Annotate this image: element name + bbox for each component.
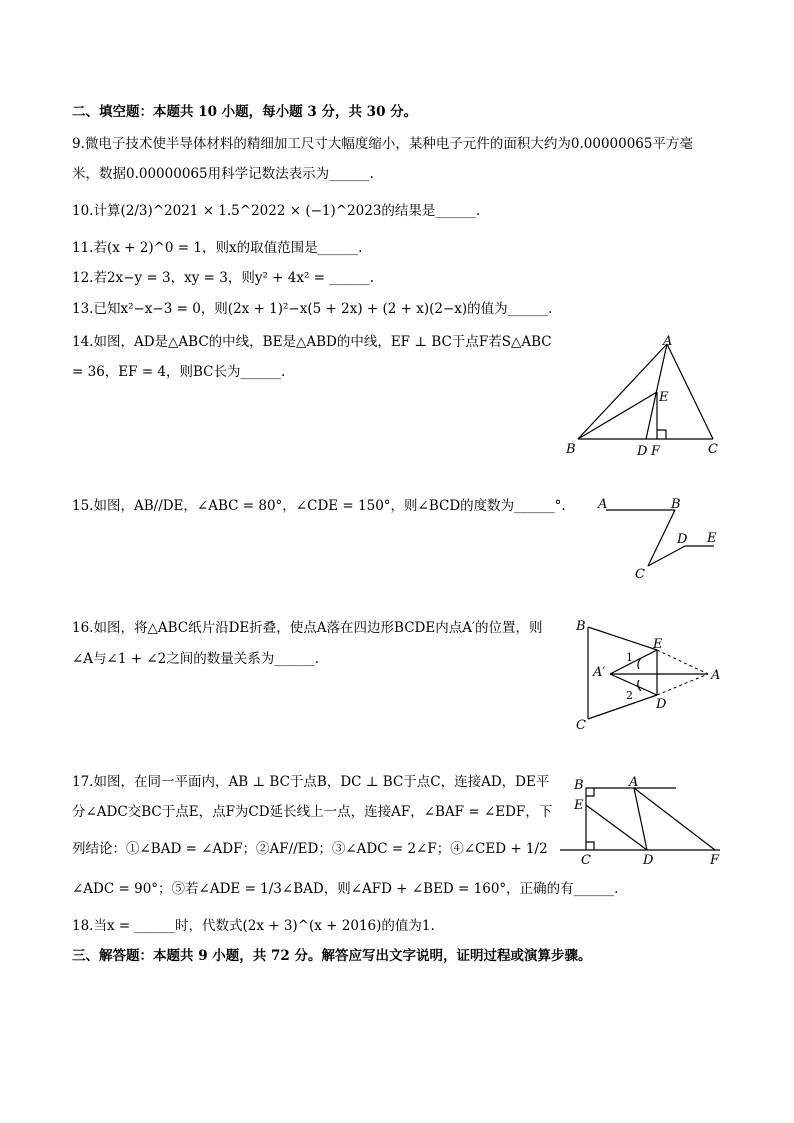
- fig16-angle-2: 2: [626, 689, 633, 702]
- question-17-line-4: ∠ADC = 90°；⑤若∠ADE = 1/3∠BAD，则∠AFD + ∠BED = 160°，正确的有______.: [72, 881, 619, 897]
- figure-16-folded-triangle: [570, 612, 730, 734]
- fig15-label-e: E: [707, 531, 717, 546]
- question-17-line-3: 列结论：①∠BAD = ∠ADF；②AF//ED；③∠ADC = 2∠F；④∠CED + 1/2: [72, 841, 548, 857]
- question-12: 12.若2x−y = 3，xy = 3，则y² + 4x² = ______.: [72, 270, 375, 286]
- fig14-label-d: D: [637, 444, 648, 459]
- fig16-label-b: B: [576, 619, 586, 634]
- fig14-label-b: B: [566, 442, 576, 457]
- fig14-label-c: C: [708, 442, 718, 457]
- fig15-label-b: B: [671, 497, 681, 512]
- fig16-label-e: E: [653, 637, 663, 652]
- fig17-label-e: E: [574, 798, 584, 813]
- fig17-label-b: B: [574, 778, 584, 793]
- question-16-line-1: 16.如图，将△ABC纸片沿DE折叠，使点A落在四边形BCDE内点A′的位置，则: [72, 620, 543, 636]
- question-18: 18.当x = ______时，代数式(2x + 3)^(x + 2016)的值为1.: [72, 918, 435, 934]
- section-3-heading: 三、解答题：本题共 9 小题，共 72 分。解答应写出文字说明，证明过程或演算步骤。: [72, 948, 592, 964]
- question-17-line-1: 17.如图，在同一平面内，AB ⊥ BC于点B，DC ⊥ BC于点C，连接AD，DE平: [72, 774, 550, 790]
- fig15-label-a: A: [598, 497, 608, 512]
- figure-14-triangle: [560, 332, 730, 460]
- fig15-label-d: D: [677, 532, 688, 547]
- question-10: 10.计算(2/3)^2021 × 1.5^2022 × (−1)^2023的结果是______.: [72, 203, 481, 219]
- section-2-heading: 二、填空题：本题共 10 小题，每小题 3 分，共 30 分。: [72, 104, 418, 120]
- fig16-label-d: D: [656, 697, 667, 712]
- question-13: 13.已知x²−x−3 = 0，则(2x + 1)²−x(5 + 2x) + (2 + x)(2−x)的值为______.: [72, 301, 553, 317]
- fig16-label-a: A: [711, 668, 721, 683]
- fig14-label-a: A: [663, 334, 673, 349]
- question-15: 15.如图，AB//DE，∠ABC = 80°，∠CDE = 150°，则∠BCD的度数为______°.: [72, 498, 566, 514]
- fig15-label-c: C: [635, 567, 645, 582]
- question-9-line-1: 9.微电子技术使半导体材料的精细加工尺寸大幅度缩小，某种电子元件的面积大约为0.00000065平方毫: [72, 136, 693, 152]
- question-17-line-2: 分∠ADC交BC于点E，点F为CD延长线上一点，连接AF，∠BAF = ∠EDF，下: [72, 804, 553, 820]
- fig17-label-c: C: [581, 853, 591, 868]
- fig14-label-e: E: [659, 390, 669, 405]
- fig14-label-f: F: [651, 444, 661, 459]
- fig16-label-a-prime: A′: [593, 665, 606, 680]
- fig16-label-c: C: [576, 718, 586, 733]
- question-11: 11.若(x + 2)^0 = 1，则x的取值范围是______.: [72, 240, 363, 256]
- question-14-line-2: = 36，EF = 4，则BC长为______.: [72, 364, 286, 380]
- question-16-line-2: ∠A与∠1 + ∠2之间的数量关系为______.: [72, 651, 320, 667]
- fig17-label-a: A: [629, 775, 639, 790]
- fig17-label-f: F: [710, 853, 720, 868]
- fig17-label-d: D: [643, 853, 654, 868]
- question-9-line-2: 米，数据0.00000065用科学记数法表示为______.: [72, 166, 374, 182]
- fig16-angle-1: 1: [626, 651, 633, 664]
- figure-17-rectangle-construction: [560, 772, 730, 870]
- question-14-line-1: 14.如图，AD是△ABC的中线，BE是△ABD的中线，EF ⊥ BC于点F若S△ABC: [72, 334, 552, 350]
- figure-15-parallel-lines: [590, 490, 730, 582]
